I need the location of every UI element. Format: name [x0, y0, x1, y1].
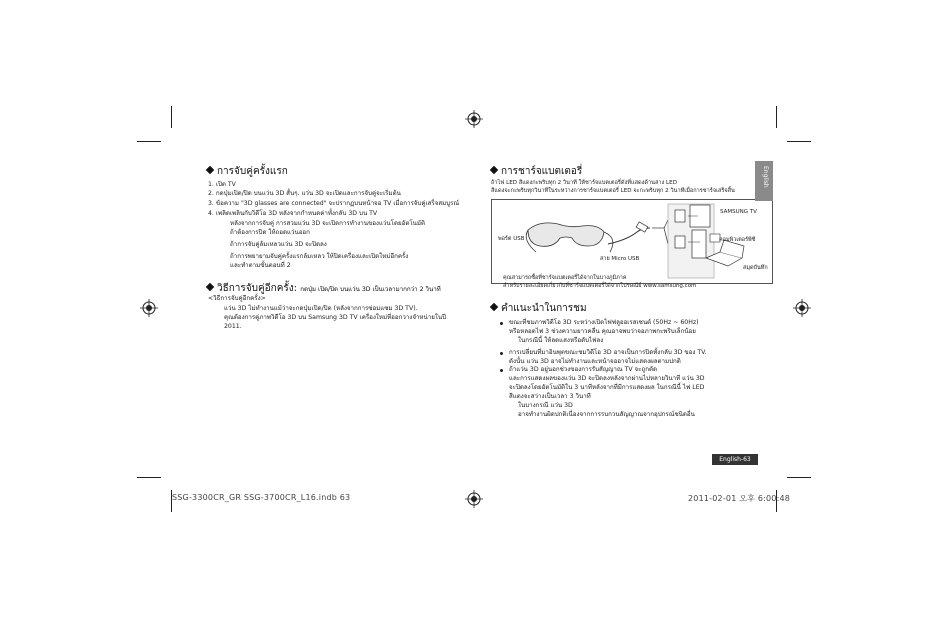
crop-mark: [787, 141, 811, 142]
diagram-caption: สำหรับรายละเอียดเกี่ยวกับที่ชาร์จแบตเตอรี่ได้จากไปรษณีย์ www.samsung.com: [503, 283, 697, 289]
bullet-icon: [500, 352, 503, 355]
tip-line: การเปลี่ยนที่มาอินพุตขณะชมวิดีโอ 3D อาจเป็นการปิดทั้งกลับ 3D ของ TV.: [509, 349, 707, 356]
crop-mark: [776, 106, 777, 128]
registration-mark-icon: [465, 110, 483, 128]
step-3: 3. ข้อความ "3D glasses are connected" จะปรากฏบนหน้าจอ TV เมื่อการจับคู่เสร็จสมบูรณ์: [208, 200, 460, 207]
registration-mark-icon: [140, 299, 158, 317]
note-line: ถ้าต้องการปิด ให้ถอดแว่นออก: [230, 229, 310, 236]
charging-diagram: [491, 199, 773, 284]
tip-sub-line: ในบางกรณี แว่น 3D: [518, 402, 573, 409]
step-1: 1. เปิด TV: [208, 181, 236, 188]
note-line: และทำตามขั้นตอนที่ 2: [230, 262, 291, 269]
step-2: 2. กดปุ่มเปิด/ปิด บนแว่น 3D สั้นๆ. แว่น 3D จะเปิดและการจับคู่จะเริ่มต้น: [208, 190, 401, 197]
tip-line: หรือหลอดไฟ 3 ช่วงความยาวคลื่น คุณอาจพบว่าจอภาพกะพริบเล็กน้อย: [509, 328, 696, 335]
charging-heading: การชาร์จแบตเตอรี่: [491, 164, 582, 179]
diagram-caption: คุณสามารถซื้อที่ชาร์จแบตเตอรี่ได้จากในบางภูมิภาค: [503, 275, 627, 281]
pc-label: คอมพิวเตอร์พีซี: [719, 237, 756, 243]
cable-label: สาย Micro USB: [600, 256, 640, 262]
charging-intro: สีแดงจะกะพริบทุกวินาทีในระหว่างการชาร์จแบตเตอรี่ LED จะกะพริบทุก 2 วินาทีเมื่อการชาร์จเสร็จสิ้น: [491, 188, 735, 194]
note-line: ถ้าการจับคู่ล้มเหลวแว่น 3D จะปิดลง: [230, 241, 327, 248]
crop-mark: [171, 106, 172, 128]
repairing-line: คุณต้องการคู่ภาพวิดีโอ 3D บน Samsung 3D TV เครื่องใหม่ที่ออกวางจำหน่ายในปี: [224, 314, 447, 321]
tip-sub-line: อาจทำงานผิดปกติเนื่องจากการรบกวนสัญญาณจากอุปกรณ์ชนิดอื่น: [518, 411, 695, 418]
note-line: หลังจากการจับคู่ การสวมแว่น 3D จะเปิดการทำงานของแว่นโดยอัตโนมัติ: [230, 220, 425, 227]
crop-mark: [137, 477, 161, 478]
tip-line: ขณะที่ชมภาพวิดีโอ 3D ระหว่างเปิดไฟฟลูออเรสเซนต์ (50Hz ~ 60Hz): [509, 319, 699, 326]
step-4: 4. เพลิดเพลินกับวิดีโอ 3D หลังจากกำหนดค่าทั้งกลับ 3D บน TV: [208, 210, 378, 217]
tip-line: ดังนั้น แว่น 3D อาจไม่ทำงานและหน้าจออาจไม่แสดงผลตามปกติ: [509, 358, 681, 365]
first-pairing-heading: การจับคู่ครั้งแรก: [207, 164, 288, 179]
language-side-tab: English: [755, 161, 773, 201]
viewing-tips-heading: คำแนะนำในการชม: [491, 301, 587, 316]
repairing-line: แว่น 3D ไม่ทำงานแม้ว่าจะกดปุ่มเปิด/ปิด (หลังจากการซ่อมแซม 3D TV).: [224, 305, 418, 312]
repairing-sub-label: <วิธีการจับคู่อีกครั้ง>: [208, 295, 266, 302]
note-line: ถ้าการพยายามจับคู่ครั้งแรกล้มเหลว ให้ปิดเครื่องและเปิดใหม่อีกครั้ง: [230, 253, 409, 260]
tip-sub-line: ในกรณีนี้ ให้ลดแสงหรือดับไฟลง: [518, 337, 604, 344]
notebook-label: สมุดบันทึก: [743, 265, 768, 271]
tip-line: จะปิดลงโดยอัตโนมัติใน 3 นาทีหลังจากที่มีการแสดงผล ในกรณีนี้ ไฟ LED: [509, 384, 705, 391]
tip-line: และการแสดงผลของแว่น 3D จะปิดลงหลังจากผ่านไปหลายวินาที แว่น 3D: [509, 375, 705, 382]
footer-filename: SSG-3300CR_GR SSG-3700CR_L16.indb 63: [172, 493, 351, 502]
tip-line: สีแดงจะสว่างเป็นเวลา 3 วินาที: [509, 393, 591, 400]
registration-mark-icon: [793, 299, 811, 317]
crop-mark: [787, 477, 811, 478]
page-number-badge: English-63: [712, 454, 758, 465]
bullet-icon: [500, 369, 503, 372]
repairing-heading: วิธีการจับคู่อีกครั้ง: กดปุ่ม เปิด/ปิด บนแว่น 3D เป็นเวลามากกว่า 2 วินาที: [207, 281, 441, 296]
crop-mark: [137, 141, 161, 142]
repairing-line: 2011.: [224, 323, 242, 330]
tip-line: ถ้าแว่น 3D อยู่นอกช่วงของการรับสัญญาณ TV จะถูกตัด: [509, 366, 657, 373]
usb-port-label: พอร์ต USB: [498, 236, 525, 242]
bullet-icon: [500, 322, 503, 325]
samsung-tv-label: SAMSUNG TV: [720, 209, 757, 215]
charging-intro: ถ้าไฟ LED สีแดงกะพริบทุก 2 วินาที ให้ชาร์จแบตเตอรี่ดังที่แสดงด้านล่าง LED: [491, 180, 677, 186]
registration-mark-icon: [465, 490, 483, 508]
footer-datetime: 2011-02-01 오후 6:00:48: [688, 494, 791, 503]
